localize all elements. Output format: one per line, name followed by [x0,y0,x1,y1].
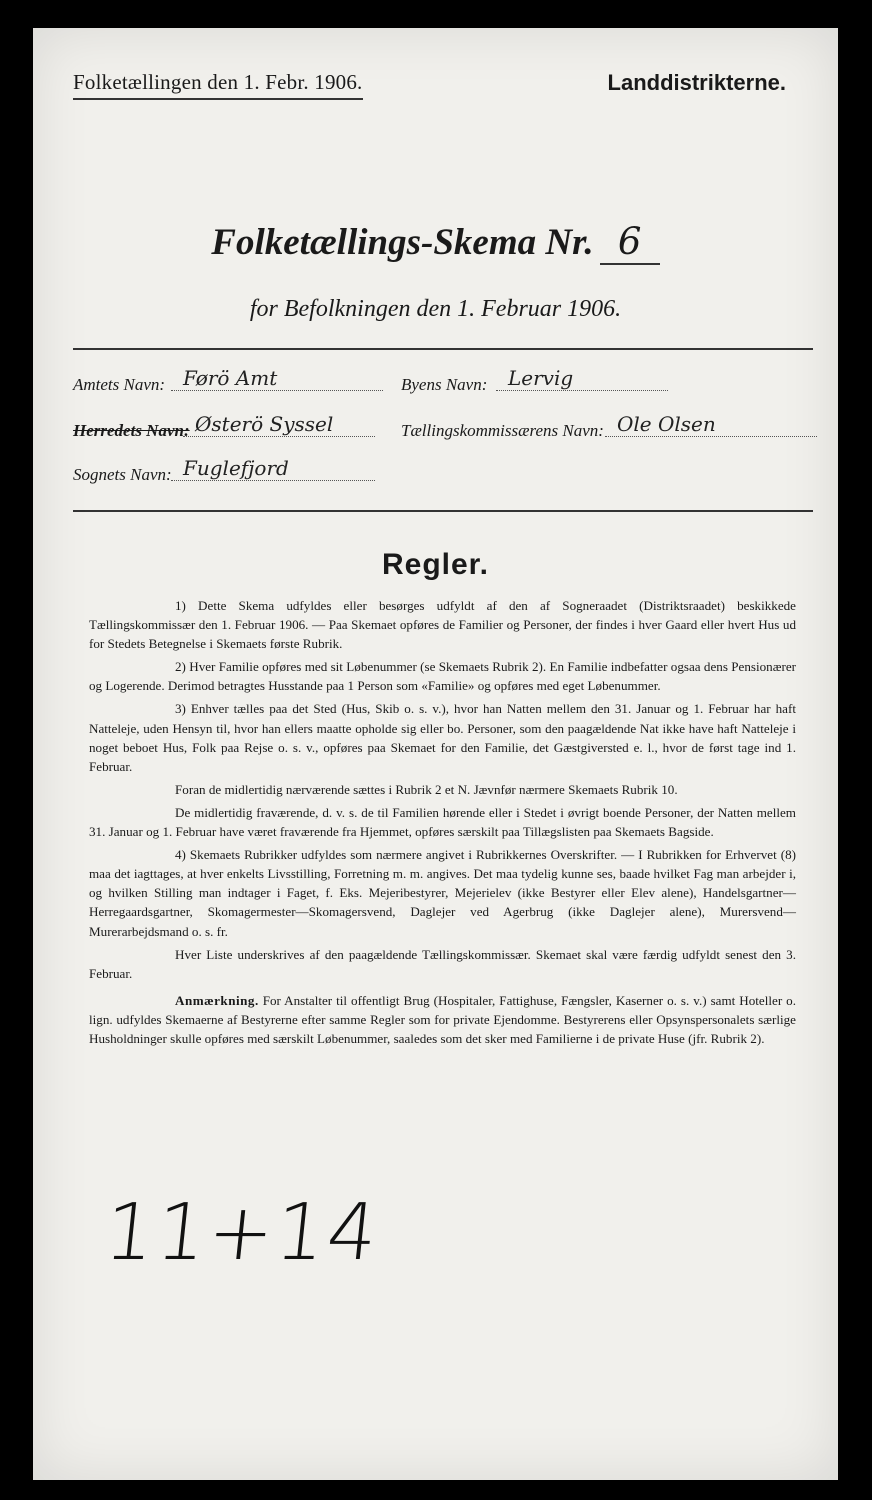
amt-label: Amtets Navn: [73,375,166,394]
rule-1: 1) Dette Skema udfyldes eller besørges udfyldt af den af Sogneraadet (Distriktsraadet) beskikkede Tællingskommissær den 1. Februar 1906. — Paa Skemaet opføres de Familier og Personer, der findes i hver Gaard eller hvert Hus ud for Stedets Betegnelse i Skemaets første Rubrik. [89,598,796,652]
rule-3b: Foran de midlertidig nærværende sættes i Rubrik 2 et N. Jævnfør nærmere Skemaets Rubrik 10. [175,781,678,797]
amt-value: Førö Amt [171,366,383,391]
rules-heading: Regler. [381,548,490,581]
herred-value: Østerö Syssel [183,412,375,437]
remark [89,991,796,1048]
remark-heading: Anmærkning. [175,992,259,1008]
header-district-type: Landdistrikterne. [607,70,786,95]
header-census-date: Folketællingen den 1. Febr. 1906. [73,70,363,100]
divider-top [73,348,813,350]
kommissaer-label: Tællingskommissærens Navn: [401,421,604,440]
sogn-value: Fuglefjord [171,456,375,481]
by-label: Byens Navn: [401,375,488,394]
form-number: 6 [600,220,660,265]
rule-3: 3) Enhver tælles paa det Sted (Hus, Skib o. s. v.), hvor han Natten mellem den 31. Januar og 1. Februar har haft Natteleje, uden Hensyn til, hvor han ellers maatte opholde sig eller bo. Personer, som den paagældende Nat ikke have haft Natteleje i noget beboet Hus, Folk paa Rejse o. s. v., opføres paa Skemaet for den Familie, det Gæstgiversted e. l., hvor de først tage ind 1. Februar. [89,701,796,774]
sogn-label: Sognets Navn: [73,465,172,484]
rule-4b: Hver Liste underskrives af den paagældende Tællingskommissær. Skemaet skal være færdig udfyldt senest den 3. Februar. [89,946,796,981]
handwritten-annotation: 11+14 [100,1188,384,1278]
kommissaer-value: Ole Olsen [605,412,817,437]
divider-bottom [73,510,813,512]
rule-4: 4) Skemaets Rubrikker udfyldes som nærmere angivet i Rubrikkernes Overskrifter. — I Rubrikken for Erhvervet (8) maa det iagttages, at hver enkelts Livsstilling, Forretning m. m. angives. Det maa tydelig kunne ses, baade hvilket Fag man arbejder i, og hvilken Stilling man indtager i Faget, f. Eks. Mejeribestyrer, Mejerielev (ikke Bestyrer eller Elev alene), Handelsgartner—Herregaardsgartner, Skomagermester—Skomagersvend, Daglejer ved Agerbrug (ikke Daglejer alene), Murersvend—Murerarbejdsmand o. s. fr. [89,847,796,939]
herred-label: Herredets Navn: [73,421,190,440]
by-value: Lervig [496,366,668,391]
remark-text: For Anstalter til offentligt Brug (Hospitaler, Fattighuse, Fængsler, Kaserner o. s. v.) samt Hoteller o. lign. udfyldes Skemaerne af Bestyrerne efter samme Regler som for private Ejendomme. Bestyrerens eller Opsynspersonalets særlige Husholdninger skulle opføres med særskilt Løbenummer, saaledes som det sker med Familierne i de private Huse (jfr. Rubrik 2). [89,992,796,1046]
form-title [33,220,838,265]
census-form-page [33,28,838,1480]
form-title-text: Folketællings-Skema Nr. [211,222,594,263]
rules-body [89,596,796,1052]
form-subtitle: for Befolkningen den 1. Februar 1906. [249,296,622,322]
rule-3c: De midlertidig fraværende, d. v. s. de til Familien hørende eller i Stedet i øvrigt boende Personer, der Natten mellem 31. Januar og 1. Februar have været fraværende fra Hjemmet, opføres særskilt paa Tillægslisten paa Skemaets Bagside. [89,804,796,840]
rule-2: 2) Hver Familie opføres med sit Løbenummer (se Skemaets Rubrik 2). En Familie indbefatter ogsaa dens Pensionærer og Logerende. Derimod betragtes Husstande paa 1 Person som «Familie» og opføres med eget Løbenummer. [89,659,796,694]
